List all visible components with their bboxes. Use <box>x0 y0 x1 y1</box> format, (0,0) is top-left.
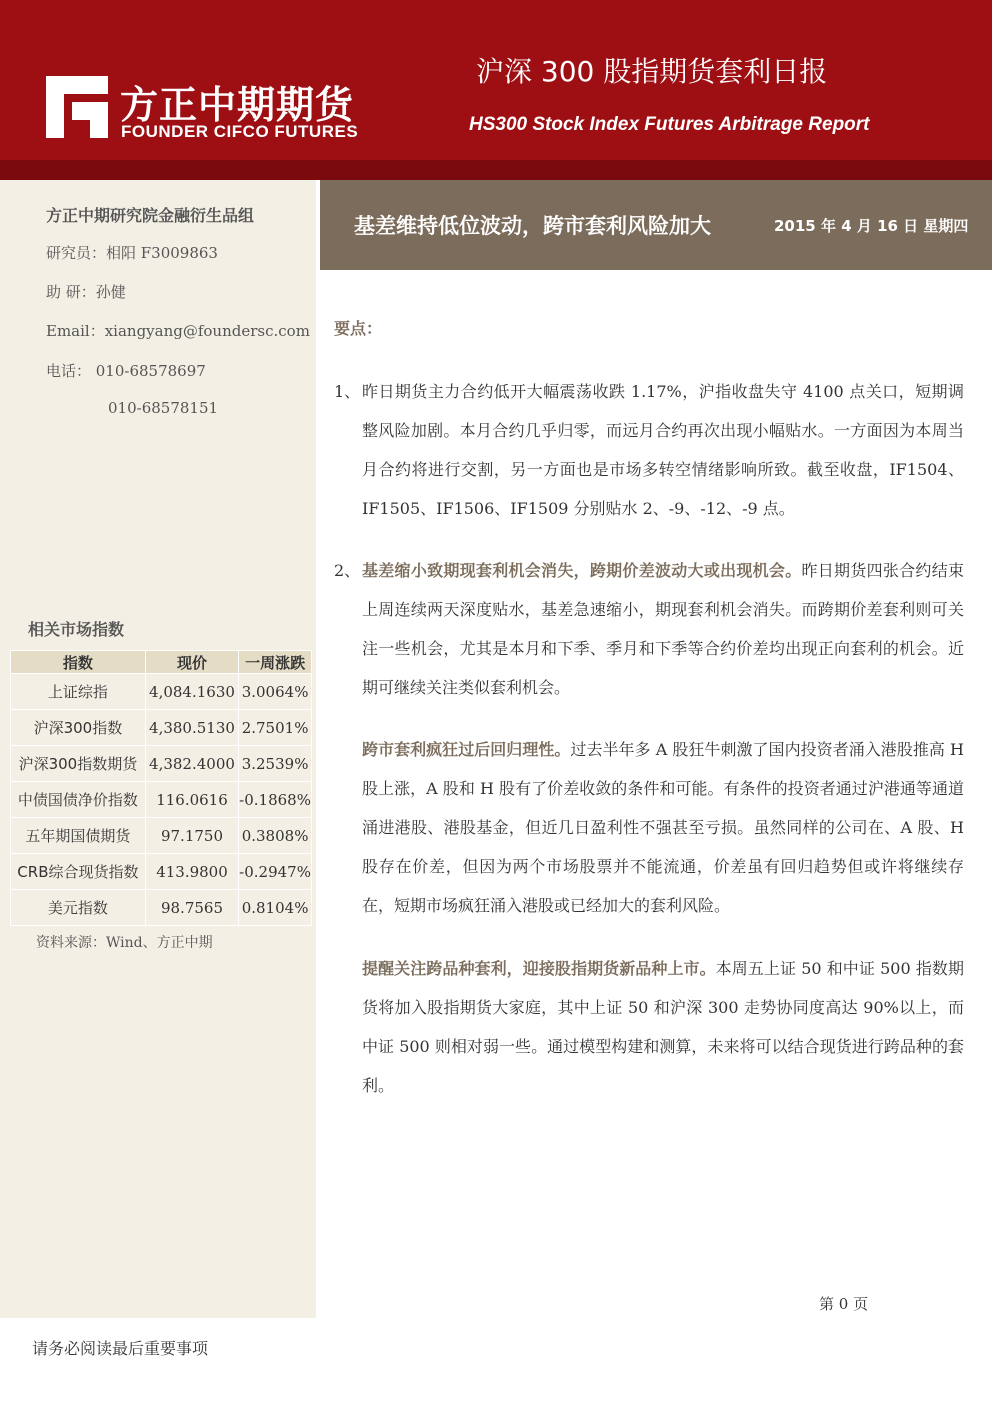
index-name: 上证综指 <box>11 674 146 710</box>
report-date: 2015 年 4 月 16 日 星期四 <box>774 217 969 235</box>
data-source-note: 资料来源：Wind、方正中期 <box>36 935 213 951</box>
point-number-1: 1、 <box>334 382 361 401</box>
research-group: 方正中期研究院金融衍生品组 <box>46 206 255 225</box>
index-change: -0.1868% <box>239 782 312 818</box>
point-number-2: 2、 <box>334 561 361 580</box>
index-change: 3.2539% <box>239 746 312 782</box>
index-name: 美元指数 <box>11 890 146 926</box>
col-header-weekly-change: 一周涨跌 <box>239 651 312 674</box>
index-change: 0.8104% <box>239 890 312 926</box>
point-paragraph-1: 昨日期货主力合约低开大幅震荡收跌 1.17%，沪指收盘失守 4100 点关口，短期调整风险加剧。本月合约几乎归零，而远月合约再次出现小幅贴水。一方面因为本周当月合约将进行交割，另一方面也是市场多转空情绪影响所致。截至收盘，IF1504、IF1505、IF1506、IF1509 分别贴水 2、-9、-12、-9 点。 <box>362 382 964 518</box>
point-paragraph-2 <box>362 551 964 707</box>
logo-english-name: FOUNDER CIFCO FUTURES <box>121 122 359 141</box>
col-header-index: 指数 <box>11 651 146 674</box>
index-name: CRB综合现货指数 <box>11 854 146 890</box>
table-row <box>11 818 312 854</box>
phone-line-2: 010-68578151 <box>108 399 219 417</box>
table-row <box>11 674 312 710</box>
table-row <box>11 854 312 890</box>
point-2-highlight: 基差缩小致期现套利机会消失，跨期价差波动大或出现机会。 <box>362 561 802 580</box>
phone-line-1: 电话： 010-68578697 <box>46 362 206 380</box>
point-3-body: 过去半年多 A 股狂牛刺激了国内投资者涌入港股推高 H 股上涨，A 股和 H 股有了价差收敛的条件和可能。有条件的投资者通过沪港通等通道涌进港股、港股基金，但近几日盈利性不强甚至亏损。虽然同样的公司在、A 股、H 股存在价差，但因为两个市场股票并不能流通，价差虽有回归趋势但或许将继续存在，短期市场疯狂涌入港股或已经加大的套利风险。 <box>362 740 964 915</box>
table-row <box>11 710 312 746</box>
index-name: 五年期国债期货 <box>11 818 146 854</box>
founder-logo-icon <box>46 76 108 138</box>
index-name: 中债国债净价指数 <box>11 782 146 818</box>
point-paragraph-3 <box>362 730 964 925</box>
index-price: 97.1750 <box>145 818 238 854</box>
market-index-title: 相关市场指数 <box>28 620 125 639</box>
headline-banner <box>320 180 992 270</box>
point-2-body: 昨日期货四张合约结束上周连续两天深度贴水，基差急速缩小，期现套利机会消失。而跨期价差套利则可关注一些机会，尤其是本月和下季、季月和下季等合约价差均出现正向套利的机会。近期可继续关注类似套利机会。 <box>362 561 964 697</box>
index-price: 4,084.1630 <box>145 674 238 710</box>
assistant-line: 助 研：孙健 <box>46 283 126 301</box>
header-bottom-band <box>0 160 992 180</box>
index-name: 沪深300指数 <box>11 710 146 746</box>
index-price: 4,382.4000 <box>145 746 238 782</box>
index-price: 413.9800 <box>145 854 238 890</box>
email-line[interactable]: Email：xiangyang@foundersc.com <box>46 322 310 340</box>
report-title-english: HS300 Stock Index Futures Arbitrage Report <box>469 114 870 135</box>
page-number: 第 0 页 <box>819 1295 869 1313</box>
report-title-chinese: 沪深 300 股指期货套利日报 <box>476 55 828 88</box>
index-change: 3.0064% <box>239 674 312 710</box>
point-3-highlight: 跨市套利疯狂过后回归理性。 <box>362 740 571 759</box>
index-change: 0.3808% <box>239 818 312 854</box>
index-change: 2.7501% <box>239 710 312 746</box>
index-name: 沪深300指数期货 <box>11 746 146 782</box>
index-change: -0.2947% <box>239 854 312 890</box>
researcher-line: 研究员：相阳 F3009863 <box>46 244 218 262</box>
table-header-row <box>11 651 312 674</box>
table-row <box>11 782 312 818</box>
index-price: 98.7565 <box>145 890 238 926</box>
logo-chinese-name: 方正中期期货 <box>120 83 355 127</box>
col-header-price: 现价 <box>145 651 238 674</box>
point-4-highlight: 提醒关注跨品种套利，迎接股指期货新品种上市。 <box>362 959 716 978</box>
point-4-body: 本周五上证 50 和中证 500 指数期货将加入股指期货大家庭，其中上证 50 和沪深 300 走势协同度高达 90%以上，而中证 500 则相对弱一些。通过模型构建和测算，未来将可以结合现货进行跨品种的套利。 <box>362 959 964 1095</box>
table-row <box>11 746 312 782</box>
market-index-table <box>10 650 312 926</box>
table-row <box>11 890 312 926</box>
index-price: 4,380.5130 <box>145 710 238 746</box>
headline-title: 基差维持低位波动，跨市套利风险加大 <box>354 214 711 238</box>
disclaimer-note: 请务必阅读最后重要事项 <box>32 1339 209 1358</box>
index-price: 116.0616 <box>145 782 238 818</box>
point-paragraph-4 <box>362 949 964 1105</box>
keypoints-label: 要点： <box>334 319 383 338</box>
